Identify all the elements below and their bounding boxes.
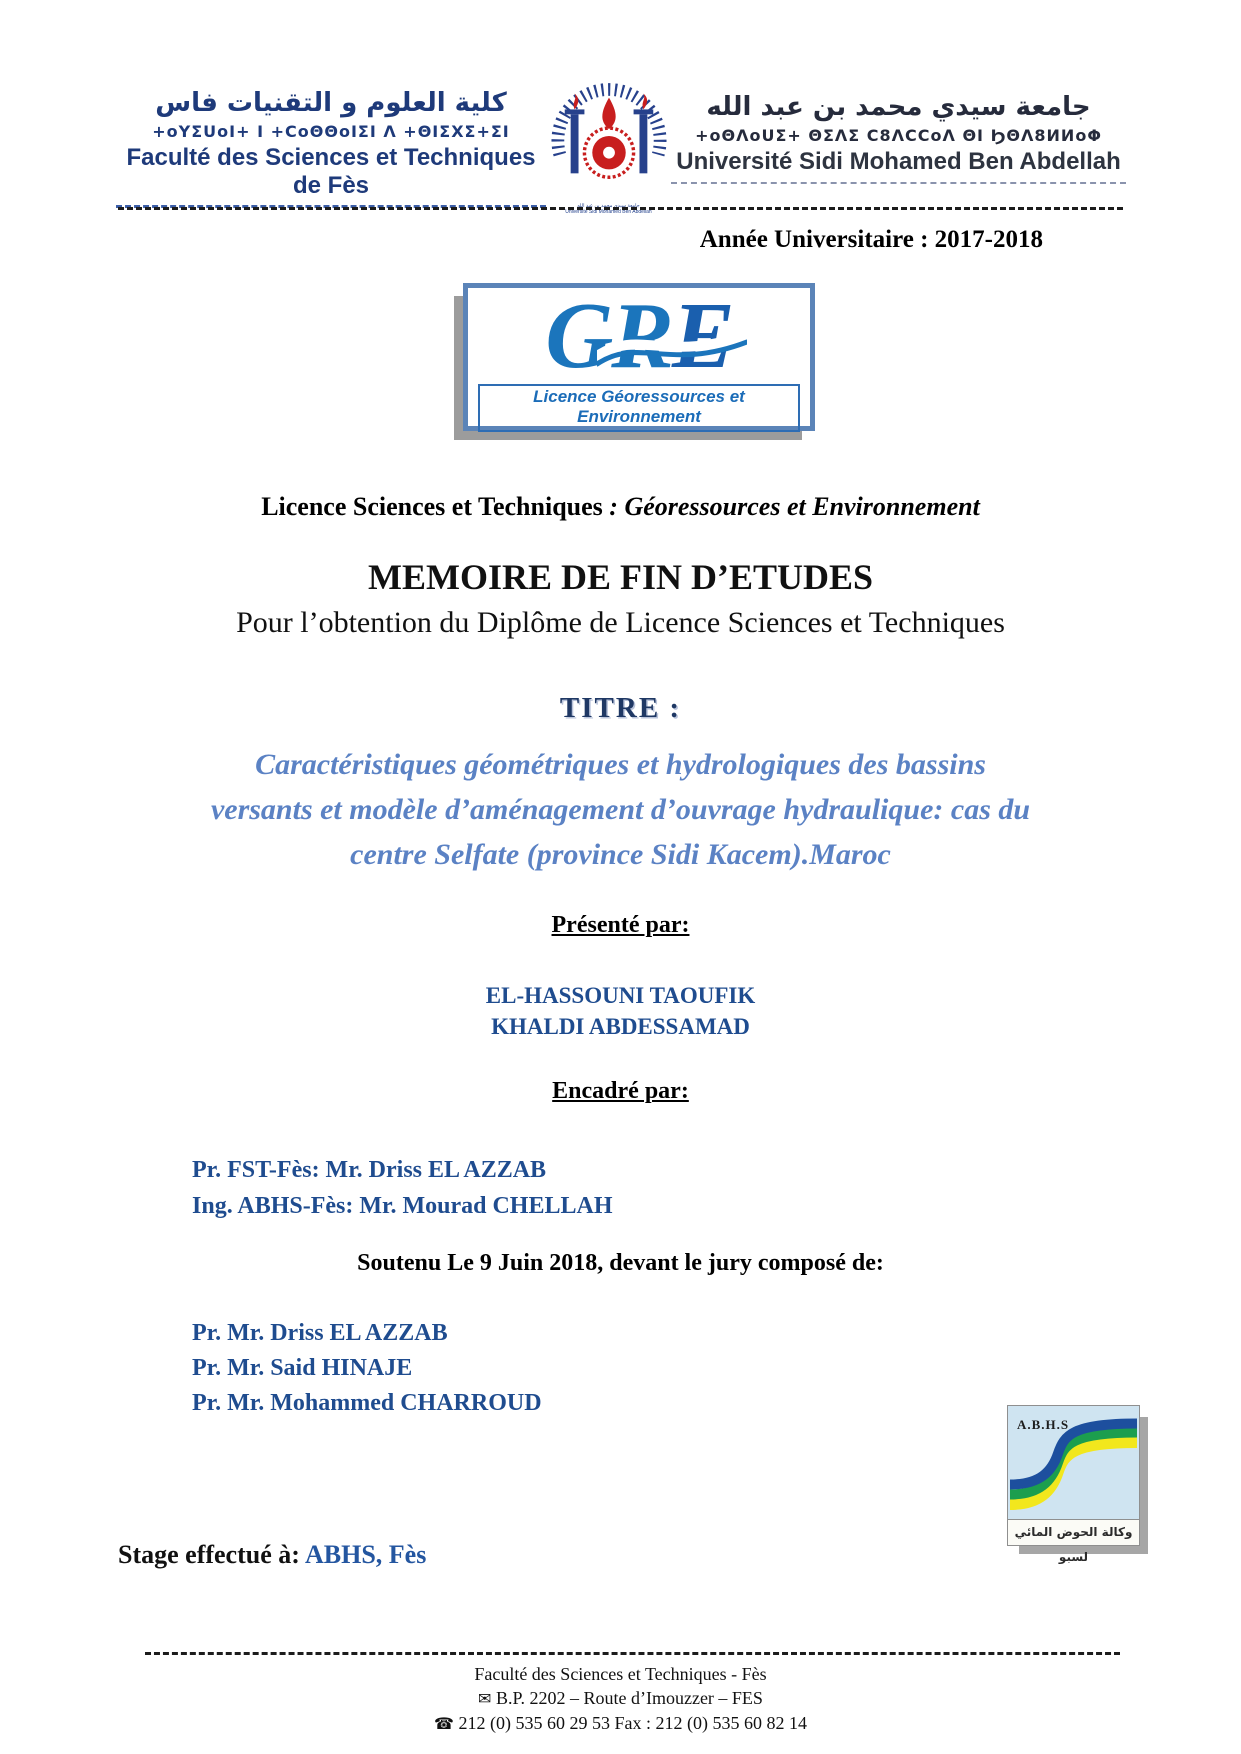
faculty-name-french: Faculté des Sciences et Techniques de Fès [126,144,536,199]
page-footer [0,1662,1241,1736]
university-header-block [671,70,1126,215]
memoire-title: MEMOIRE DE FIN D’ETUDES [367,557,874,597]
program-specialty: Géoressources et Environnement [624,492,980,521]
gre-logo-caption: Licence Géoressources et Environnement [478,384,800,432]
thesis-title-line-2: versants et modèle d’aménagement d’ouvrage hydraulique: cas du [210,793,1031,826]
footer-faculty-line: Faculté des Sciences et Techniques - Fès [474,1664,767,1684]
presented-by-heading: Présenté par: [551,912,690,938]
academic-year: Année Universitaire : 2017-2018 [699,226,1043,253]
thesis-title-line-3: centre Selfate (province Sidi Kacem).Maroc [350,838,891,871]
program-line [0,492,1241,522]
supervisor-2: Ing. ABHS-Fès: Mr. Mourad CHELLAH [192,1193,613,1219]
author-name-2: KHALDI ABDESSAMAD [491,1014,750,1039]
program-prefix: Licence Sciences et Techniques [261,492,603,521]
internship-place: ABHS, Fès [299,1540,427,1569]
jury-member-1: Pr. Mr. Driss EL AZZAB [192,1320,448,1346]
author-name-1: EL-HASSOUNI TAOUFIK [485,983,756,1008]
supervisor-list [192,1152,612,1224]
author-names [0,980,1241,1042]
phone-icon: ☎ [434,1714,454,1733]
program-separator: : [602,492,625,521]
supervised-by-heading: Encadré par: [552,1078,689,1104]
internship-label: Stage effectué à: [118,1540,300,1569]
abhs-acronym: A.B.H.S [1017,1417,1070,1432]
university-name-tifinagh: +oΘΛoUΣ+ ΘΣΛΣ Ϲ8ΛϹϹoΛ ΘI ϦΘΛ8ИИoΦ [695,126,1102,145]
footer-phone-line [0,1711,1241,1736]
university-emblem-graphic [550,70,668,198]
thesis-title-line-1: Caractéristiques géométriques et hydrologiques des bassins [255,748,986,781]
jury-member-2: Pr. Mr. Said HINAJE [192,1355,413,1381]
internship-line [118,1540,426,1570]
abhs-arabic-name: وكالة الحوض المائي لسبو [1008,1519,1139,1545]
footer-phone-text: 212 (0) 535 60 29 53 Fax : 212 (0) 535 60 82 14 [458,1713,807,1733]
titre-label: TITRE : [559,692,682,724]
supervisor-1: Pr. FST-Fès: Mr. Driss EL AZZAB [192,1157,547,1183]
gre-letter-e: E [671,284,733,388]
emblem-caption-arabic: جامعة سيدي محمد بن عبد الله [577,203,640,209]
emblem-caption-french: Université Sidi Mohamed Ben Abdellah [565,209,652,215]
footer-address-text: B.P. 2202 – Route d’Imouzzer – FES [495,1688,763,1708]
gre-logo-word [545,284,733,388]
gre-logo [463,283,815,431]
footer-address-line [0,1686,1241,1711]
memoire-subtitle: Pour l’obtention du Diplôme de Licence Sciences et Techniques [236,606,1005,639]
university-name-arabic: جامعة سيدي محمد بن عبد الله [706,92,1091,122]
faculty-name-arabic: كلية العلوم و التقنيات فاس [155,88,507,118]
gre-letters-gr: GR [545,284,672,388]
top-separator-line [118,207,1123,210]
university-header-rule [671,182,1126,184]
defense-line: Soutenu Le 9 Juin 2018, devant le jury composé de: [357,1250,884,1276]
faculty-header-block [116,70,546,215]
thesis-title [0,742,1241,877]
footer-separator-line [145,1652,1120,1655]
mail-icon: ✉ [478,1689,492,1708]
abhs-logo [1007,1405,1140,1564]
jury-member-3: Pr. Mr. Mohammed CHARROUD [192,1390,542,1416]
faculty-name-tifinagh: +oYΣUoI+ I +ϹoΘΘoIΣI Λ +ΘIΣXΣ+ΣI [152,122,510,141]
university-emblem [549,70,669,215]
university-name-french: Université Sidi Mohamed Ben Abdellah [676,148,1121,175]
page-header [116,70,1126,215]
jury-list [192,1316,542,1421]
abhs-logo-graphic [1008,1406,1139,1519]
